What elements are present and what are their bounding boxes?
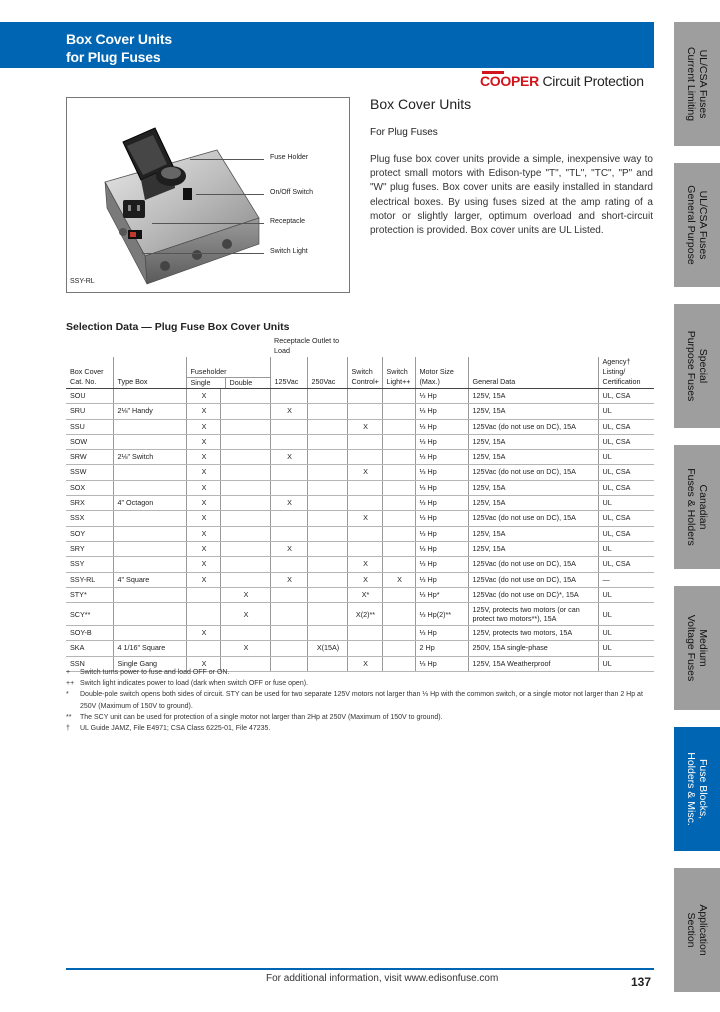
side-tab-line1: Application [697, 904, 709, 956]
selection-table-body [66, 389, 654, 672]
cell-general: 125V, protects two motors (or can protect two motors**), 15A [468, 603, 598, 626]
cell-motor: ⅓ Hp [415, 434, 468, 449]
cell-sw: X* [347, 587, 382, 602]
cell-r125: X [270, 572, 307, 587]
cell-motor: ⅓ Hp [415, 496, 468, 511]
cell-r250 [307, 404, 347, 419]
cell-agency: UL [598, 541, 654, 556]
footnote-text: Double-pole switch opens both sides of circuit. STY can be used for two separate 125V motors not larger than ⅓ Hp with the common switch, or a single motor not larger than 2 Hp at 250V (Maximum of 150V to ground). [80, 691, 643, 710]
cell-agency: UL, CSA [598, 434, 654, 449]
cell-r250 [307, 541, 347, 556]
table-row [66, 389, 654, 404]
callout-on-off-switch: On/Off Switch [270, 189, 314, 196]
cell-sw: X [347, 656, 382, 671]
side-tab-label [685, 166, 709, 284]
side-tab-line1: Fuse Blocks, [697, 758, 709, 820]
cell-double: X [220, 641, 270, 656]
header-title-line2: for Plug Fuses [66, 49, 161, 65]
side-tab-line2: Purpose Fuses [685, 330, 697, 402]
footnote [66, 667, 656, 678]
footnote-symbol: † [66, 725, 70, 733]
cell-type [113, 603, 186, 626]
cell-type: Single Gang [113, 656, 186, 671]
figure-model-code: SSY-RL [70, 278, 95, 285]
cell-type: 2⅛" Switch [113, 450, 186, 465]
cell-sw [347, 541, 382, 556]
cell-single: X [186, 572, 220, 587]
cell-general: 125Vac (do not use on DC), 15A [468, 572, 598, 587]
header-250vac: 250Vac [307, 357, 347, 389]
cell-r250: X(15A) [307, 641, 347, 656]
cell-motor: ⅓ Hp [415, 404, 468, 419]
cell-single: X [186, 557, 220, 572]
cell-type [113, 587, 186, 602]
cell-general: 125Vac (do not use on DC), 15A [468, 465, 598, 480]
cell-single: X [186, 526, 220, 541]
cell-general: 125Vac (do not use on DC), 15A [468, 557, 598, 572]
cell-single: X [186, 389, 220, 404]
cell-r125 [270, 641, 307, 656]
cell-agency: UL, CSA [598, 526, 654, 541]
header-general-data: General Data [468, 357, 598, 389]
table-row [66, 404, 654, 419]
cell-general: 125Vac (do not use on DC), 15A [468, 511, 598, 526]
side-tab-label [685, 871, 709, 989]
side-tab-line2: General Purpose [685, 185, 697, 265]
footnote-text: Switch light indicates power to load (dark when switch OFF or fuse open). [80, 680, 308, 688]
cell-single: X [186, 450, 220, 465]
header-banner [0, 22, 654, 68]
cell-r250 [307, 526, 347, 541]
cell-sw [347, 434, 382, 449]
cell-r250 [307, 496, 347, 511]
cell-cat: STY* [66, 587, 113, 602]
cell-motor: ⅓ Hp [415, 656, 468, 671]
cell-light [382, 603, 415, 626]
footnote-symbol: ++ [66, 680, 75, 688]
table-row [66, 572, 654, 587]
table-row [66, 541, 654, 556]
brand-logo [480, 73, 644, 89]
cell-single: X [186, 656, 220, 671]
header-switch-light: Switch Light++ [382, 357, 415, 389]
cell-sw: X(2)** [347, 603, 382, 626]
cell-motor: ⅓ Hp [415, 526, 468, 541]
cell-cat: SKA [66, 641, 113, 656]
cell-motor: ⅓ Hp [415, 511, 468, 526]
table-row [66, 511, 654, 526]
table-row [66, 480, 654, 495]
cell-r125 [270, 465, 307, 480]
cell-general: 125V, 15A [468, 480, 598, 495]
cell-sw [347, 389, 382, 404]
cell-sw [347, 404, 382, 419]
cell-single: X [186, 434, 220, 449]
side-tab-line1: Canadian [697, 484, 709, 530]
cell-double: X [220, 587, 270, 602]
cell-r250 [307, 603, 347, 626]
cell-double [220, 526, 270, 541]
cell-double [220, 626, 270, 641]
table-row [66, 419, 654, 434]
cell-motor: ⅓ Hp [415, 572, 468, 587]
cell-double [220, 389, 270, 404]
cell-r125: X [270, 450, 307, 465]
leader-switch-light [142, 253, 264, 254]
side-tab[interactable] [674, 727, 720, 851]
section-body: Plug fuse box cover units provide a simple, inexpensive way to protect small motors with Edison-type "T", "TL", "TC", "P" and "W" plug fuses. Box cover units are easily installed in standard electrical boxes. By using fuses sized at the amp rating of a motor or slightly larger, optimum overload and short-circuit protection is provided. Box cover units are UL Listed. [370, 154, 653, 237]
cell-agency: UL, CSA [598, 557, 654, 572]
cell-sw: X [347, 465, 382, 480]
side-tab-label [685, 730, 709, 848]
cell-general: 125V, protects two motors, 15A [468, 626, 598, 641]
cell-cat: SRW [66, 450, 113, 465]
cell-sw [347, 450, 382, 465]
footnote [66, 712, 656, 723]
cell-cat: SSW [66, 465, 113, 480]
footnote-text: The SCY unit can be used for protection of a single motor not larger than 2Hp at 250V (Maximum of 150V to ground). [80, 713, 443, 721]
footnotes [66, 667, 656, 734]
cell-light [382, 641, 415, 656]
side-tab[interactable] [674, 304, 720, 428]
table-row [66, 603, 654, 626]
cell-motor: 2 Hp [415, 641, 468, 656]
cell-motor: ⅓ Hp [415, 419, 468, 434]
cell-general: 125V, 15A [468, 434, 598, 449]
cell-general: 125V, 15A [468, 404, 598, 419]
cell-r250 [307, 480, 347, 495]
cell-cat: SSU [66, 419, 113, 434]
cell-light [382, 419, 415, 434]
leader-receptacle [152, 223, 264, 224]
cell-r250 [307, 419, 347, 434]
footnote-text: Switch turns power to fuse and load OFF or ON. [80, 669, 230, 676]
cell-type: 4 1/16" Square [113, 641, 186, 656]
footnote [66, 678, 656, 689]
callout-receptacle: Receptacle [270, 218, 306, 225]
header-agency: Agency† Listing/ Certification [598, 357, 654, 389]
cell-double [220, 434, 270, 449]
brand-name: COOPER [480, 73, 539, 89]
table-row [66, 496, 654, 511]
cell-single: X [186, 511, 220, 526]
cell-single [186, 603, 220, 626]
cell-motor: ⅓ Hp [415, 541, 468, 556]
cell-type [113, 511, 186, 526]
cell-sw [347, 526, 382, 541]
cell-r250 [307, 511, 347, 526]
cell-agency: UL [598, 641, 654, 656]
cell-r250 [307, 434, 347, 449]
cell-type [113, 480, 186, 495]
cell-agency: UL [598, 626, 654, 641]
callout-fuse-holder: Fuse Holder [270, 154, 309, 161]
section-subtitle: For Plug Fuses [370, 127, 438, 138]
cell-light [382, 496, 415, 511]
cell-general: 125V, 15A [468, 526, 598, 541]
cell-r250 [307, 572, 347, 587]
cell-cat: SRY [66, 541, 113, 556]
cell-r125: X [270, 541, 307, 556]
footer-rule [66, 968, 654, 970]
cell-general: 125V, 15A Weatherproof [468, 656, 598, 671]
cell-cat: SOY-B [66, 626, 113, 641]
cell-double [220, 404, 270, 419]
cell-agency: UL, CSA [598, 389, 654, 404]
cell-r125 [270, 557, 307, 572]
cell-agency: UL [598, 450, 654, 465]
cell-agency: UL, CSA [598, 480, 654, 495]
cell-single: X [186, 419, 220, 434]
header-title-line1: Box Cover Units [66, 31, 172, 47]
cell-double [220, 465, 270, 480]
cell-agency: UL [598, 603, 654, 626]
cell-light [382, 511, 415, 526]
cell-r125 [270, 389, 307, 404]
table-row [66, 557, 654, 572]
cell-general: 125V, 15A [468, 450, 598, 465]
side-tab-line2: Fuses & Holders [685, 468, 697, 546]
cell-motor: ⅓ Hp [415, 626, 468, 641]
table-title: Selection Data — Plug Fuse Box Cover Units [66, 321, 290, 333]
cell-type [113, 557, 186, 572]
cell-agency: UL [598, 496, 654, 511]
cell-cat: SOX [66, 480, 113, 495]
cell-sw [347, 496, 382, 511]
cell-light [382, 450, 415, 465]
cell-motor: ⅓ Hp [415, 465, 468, 480]
footnote-symbol: * [66, 691, 69, 699]
cell-light [382, 465, 415, 480]
selection-table [66, 336, 654, 672]
cell-r250 [307, 465, 347, 480]
cell-single: X [186, 480, 220, 495]
cell-agency: UL, CSA [598, 419, 654, 434]
cell-type [113, 389, 186, 404]
cell-type: 2⅛" Handy [113, 404, 186, 419]
cell-type [113, 541, 186, 556]
cell-cat: SRX [66, 496, 113, 511]
footnote-text: UL Guide JAMZ, File E4971; CSA Class 6225-01, File 47235. [80, 725, 271, 733]
cell-sw: X [347, 557, 382, 572]
cell-r250 [307, 450, 347, 465]
brand-division: Circuit Protection [542, 73, 644, 89]
cell-double [220, 480, 270, 495]
side-tab-line1: UL/CSA Fuses [697, 190, 709, 260]
cell-cat: SSY-RL [66, 572, 113, 587]
table-row [66, 450, 654, 465]
cell-r250 [307, 389, 347, 404]
table-row [66, 465, 654, 480]
side-tab[interactable] [674, 445, 720, 569]
cell-motor: ⅓ Hp(2)** [415, 603, 468, 626]
callout-switch-light: Switch Light [270, 248, 308, 255]
cell-agency: UL [598, 656, 654, 671]
side-tab[interactable] [674, 868, 720, 992]
header-switch-control: Switch Control+ [347, 357, 382, 389]
footnote-symbol: ** [66, 713, 72, 721]
side-tab-line1: Special [697, 348, 709, 384]
cell-sw: X [347, 511, 382, 526]
footnote-symbol: + [66, 669, 71, 676]
table-row [66, 587, 654, 602]
side-tab-label [685, 307, 709, 425]
cell-r125 [270, 626, 307, 641]
cell-r125 [270, 434, 307, 449]
section-title: Box Cover Units [370, 96, 472, 112]
side-tab-line2: Section [685, 912, 697, 948]
cell-single: X [186, 465, 220, 480]
cell-single: X [186, 626, 220, 641]
cell-general: 125V, 15A [468, 496, 598, 511]
header-fuseholder-label: Fuseholder [190, 367, 227, 376]
cell-type [113, 526, 186, 541]
footer-text: For additional information, visit www.edisonfuse.com [266, 973, 499, 984]
cell-motor: ⅓ Hp* [415, 587, 468, 602]
cell-type [113, 419, 186, 434]
cell-double [220, 541, 270, 556]
leader-fuse-holder [190, 159, 264, 160]
cell-single: X [186, 496, 220, 511]
cell-sw [347, 480, 382, 495]
cell-general: 250V, 15A single-phase [468, 641, 598, 656]
cell-light [382, 526, 415, 541]
cell-light [382, 480, 415, 495]
header-motor-size: Motor Size (Max.) [415, 357, 468, 389]
side-tab-line1: Medium [697, 629, 709, 667]
cell-r125: X [270, 496, 307, 511]
page-number: 137 [631, 975, 652, 989]
side-tab[interactable] [674, 22, 720, 146]
table-row [66, 434, 654, 449]
cell-double [220, 419, 270, 434]
cell-motor: ⅓ Hp [415, 480, 468, 495]
cell-r250 [307, 626, 347, 641]
cell-r125 [270, 419, 307, 434]
cell-light [382, 389, 415, 404]
side-tab-line1: UL/CSA Fuses [697, 49, 709, 119]
header-receptacle: Receptacle Outlet to Load [274, 336, 340, 355]
cell-cat: SRU [66, 404, 113, 419]
cell-light: X [382, 572, 415, 587]
cell-general: 125V, 15A [468, 541, 598, 556]
cell-type [113, 434, 186, 449]
cell-r125 [270, 480, 307, 495]
side-tab[interactable] [674, 163, 720, 287]
cell-light [382, 587, 415, 602]
header-fuseholder [186, 357, 270, 389]
side-tab-line2: Voltage Fuses [685, 614, 697, 682]
cell-type: 4" Octagon [113, 496, 186, 511]
cell-agency: UL, CSA [598, 465, 654, 480]
cell-light [382, 541, 415, 556]
cell-agency: UL [598, 404, 654, 419]
cell-cat: SCY** [66, 603, 113, 626]
table-row [66, 641, 654, 656]
cell-type: 4" Square [113, 572, 186, 587]
footnote [66, 689, 656, 711]
cell-double [220, 557, 270, 572]
cell-general: 125Vac (do not use on DC), 15A [468, 419, 598, 434]
cell-sw: X [347, 572, 382, 587]
cell-r250 [307, 557, 347, 572]
leader-switch [196, 194, 264, 195]
cell-double [220, 511, 270, 526]
cell-cat: SOW [66, 434, 113, 449]
header-cat-no: Box Cover Cat. No. [66, 357, 113, 389]
cell-sw [347, 641, 382, 656]
cell-cat: SOU [66, 389, 113, 404]
cell-light [382, 557, 415, 572]
cell-general: 125V, 15A [468, 389, 598, 404]
table-row [66, 526, 654, 541]
cell-motor: ⅓ Hp [415, 557, 468, 572]
cell-r250 [307, 587, 347, 602]
header-125vac: 125Vac [270, 357, 307, 389]
side-tab[interactable] [674, 586, 720, 710]
cell-sw [347, 626, 382, 641]
side-tab-line2: Current Limiting [685, 46, 697, 122]
header-double: Double [229, 378, 253, 387]
cell-r125 [270, 587, 307, 602]
cell-agency: UL, CSA [598, 511, 654, 526]
cell-single [186, 587, 220, 602]
cell-double [220, 572, 270, 587]
cell-general: 125Vac (do not use on DC)*, 15A [468, 587, 598, 602]
cell-cat: SOY [66, 526, 113, 541]
side-tab-label [685, 448, 709, 566]
cell-light [382, 626, 415, 641]
cell-agency: UL [598, 587, 654, 602]
cell-light [382, 434, 415, 449]
footnote [66, 723, 656, 734]
cell-r125 [270, 603, 307, 626]
cell-double: X [220, 603, 270, 626]
cell-r125 [270, 526, 307, 541]
cell-single [186, 641, 220, 656]
cell-motor: ⅓ Hp [415, 450, 468, 465]
cell-type [113, 465, 186, 480]
cell-r125 [270, 511, 307, 526]
side-tab-label [685, 25, 709, 143]
header-single: Single [187, 378, 226, 388]
cell-cat: SSY [66, 557, 113, 572]
cell-agency: — [598, 572, 654, 587]
side-tab-line2: Holders & Misc. [685, 752, 697, 826]
cell-cat: SSN [66, 656, 113, 671]
side-tab-label [685, 589, 709, 707]
cell-light [382, 404, 415, 419]
cell-single: X [186, 541, 220, 556]
cell-cat: SSX [66, 511, 113, 526]
cell-double [220, 450, 270, 465]
cell-sw: X [347, 419, 382, 434]
cell-double [220, 496, 270, 511]
cell-motor: ⅓ Hp [415, 389, 468, 404]
cell-r125: X [270, 404, 307, 419]
cell-type [113, 626, 186, 641]
table-row [66, 626, 654, 641]
cell-single: X [186, 404, 220, 419]
header-type-box: Type Box [113, 357, 186, 389]
